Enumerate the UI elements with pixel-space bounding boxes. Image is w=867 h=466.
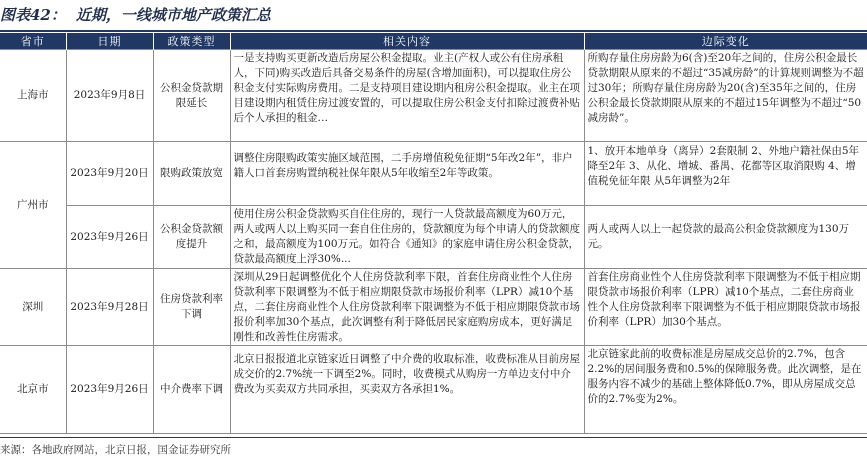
change-cell — [584, 142, 867, 206]
change-text: 首套住房商业性个人住房贷款利率下限调整为不低于相应期限贷款市场报价利率（LPR）减10个基点，二套住房商业性个人住房贷款利率下限调整为不低于相应期限贷款市场报价利率（LPR）加30个基点。 — [587, 270, 861, 328]
content-text: 一是支持购买更新改造后房屋公积金提取。业主(产权人或公有住房承租人，下同)购买改造后具备交易条件的房屋(含增加面积)，可以提取住房公积金支付实际购房费用。二是支持项目建设期内租房公积金提取。业主在项目建设期内租赁住房过渡安置的，可以提取住房公积金支付扣除过渡费补贴后个人承担的租金… — [233, 51, 580, 124]
policy-table — [0, 33, 867, 434]
change-text: 北京链家此前的收费标准是房屋成交总价的2.7%，包含2.2%的居间服务费和0.5%的保障服务费。此次调整，是在服务内容不减少的基础上整体降低0.7%，即从房屋成交总价的2.7%变为2%。 — [587, 347, 862, 405]
date-cell: 2023年9月20日 — [66, 142, 153, 206]
top-rule — [0, 30, 867, 32]
table-row — [0, 50, 867, 142]
change-cell — [584, 50, 867, 142]
table-row — [0, 206, 867, 269]
content-cell — [230, 142, 584, 206]
content-cell — [230, 50, 584, 142]
change-cell — [584, 269, 867, 346]
change-text: 两人或两人以上一起贷款的最高公积金贷款额度为130万元。 — [587, 223, 850, 250]
figure-number: 图表42： — [0, 6, 66, 24]
policy-type-cell: 住房贷款利率下调 — [153, 269, 230, 346]
figure-title — [0, 2, 271, 28]
content-text: 使用住房公积金贷款购买自住住房的，现行一人贷款最高额度为60万元，两人或两人以上购买同一套自住住房的，贷款额度为每个申请人的贷款额度之和，最高额度为100万元。如符合《通知》的家庭申请住房公积金贷款，贷款最高额度上浮30%... — [233, 208, 580, 265]
header-date: 日期 — [66, 33, 153, 50]
policy-type-cell: 公积金贷款额度提升 — [153, 206, 230, 269]
city-cell: 广州市 — [0, 142, 66, 269]
bottom-rule — [0, 437, 867, 438]
date-cell: 2023年9月28日 — [66, 269, 153, 346]
policy-type-cell: 中介费率下调 — [153, 346, 230, 434]
change-cell — [584, 206, 867, 269]
table-row — [0, 142, 867, 206]
city-cell: 北京市 — [0, 346, 66, 434]
policy-type-cell: 公积金贷款期限延长 — [153, 50, 230, 142]
source-note: 来源：各地政府网站，北京日报，国金证券研究所 — [0, 444, 231, 456]
change-cell — [584, 346, 867, 434]
date-cell: 2023年9月26日 — [66, 346, 153, 434]
content-cell — [230, 269, 584, 346]
city-cell: 上海市 — [0, 50, 66, 142]
figure-title-text: 近期，一线城市地产政策汇总 — [75, 6, 271, 24]
content-cell — [230, 346, 584, 434]
content-text: 北京日报报道北京链家近日调整了中介费的收取标准，收费标准从目前房屋成交价的2.7%统一下调至2%。同时，收费模式从购房一方单边支付中介费改为买卖双方共同承担，买卖双方各承担1%。 — [233, 353, 580, 395]
date-cell: 2023年9月26日 — [66, 206, 153, 269]
content-text: 深圳从29日起调整优化个人住房贷款利率下限，首套住房商业性个人住房贷款利率下限调整为不低于相应期限贷款市场报价利率（LPR）减10个基点，二套住房商业性个人住房贷款利率下限调整为不低于相应期限贷款市场报价利率加30个基点，此次调整有利于降低居民家庭购房成本，更好满足刚性和改善性住房需求。 — [233, 270, 580, 343]
city-cell: 深圳 — [0, 269, 66, 346]
header-city: 省市 — [0, 33, 66, 50]
header-change: 边际变化 — [584, 33, 867, 50]
table-row — [0, 269, 867, 346]
table-row — [0, 346, 867, 434]
change-text: 1、放开本地单身（离异）2套限制 2、外地户籍社保由5年降至2年 3、从化、增城、番禺、花都等区取消限购 4、增值税免征年限 从5年调整为2年 — [587, 144, 860, 187]
header-policy-type: 政策类型 — [153, 33, 230, 50]
date-cell: 2023年9月8日 — [66, 50, 153, 142]
content-cell — [230, 206, 584, 269]
policy-type-cell: 限购政策放宽 — [153, 142, 230, 206]
change-text: 所购存量住房房龄为6(含)至20年之间的，住房公积金最长贷款期限从原来的不超过“35减房龄”的计算规则调整为不超过30年；所购存量住房房龄为20(含)至35年之间的，住房公积金最长贷款期限从原来的不超过15年调整为不超过“50减房龄”。 — [587, 51, 864, 124]
header-content: 相关内容 — [230, 33, 584, 50]
table-header-row — [0, 33, 867, 50]
content-text: 调整住房限购政策实施区域范围，二手房增值税免征期“5年改2年”，非户籍人口首套房购置纳税社保年限从5年收缩至2年等政策。 — [233, 152, 573, 179]
